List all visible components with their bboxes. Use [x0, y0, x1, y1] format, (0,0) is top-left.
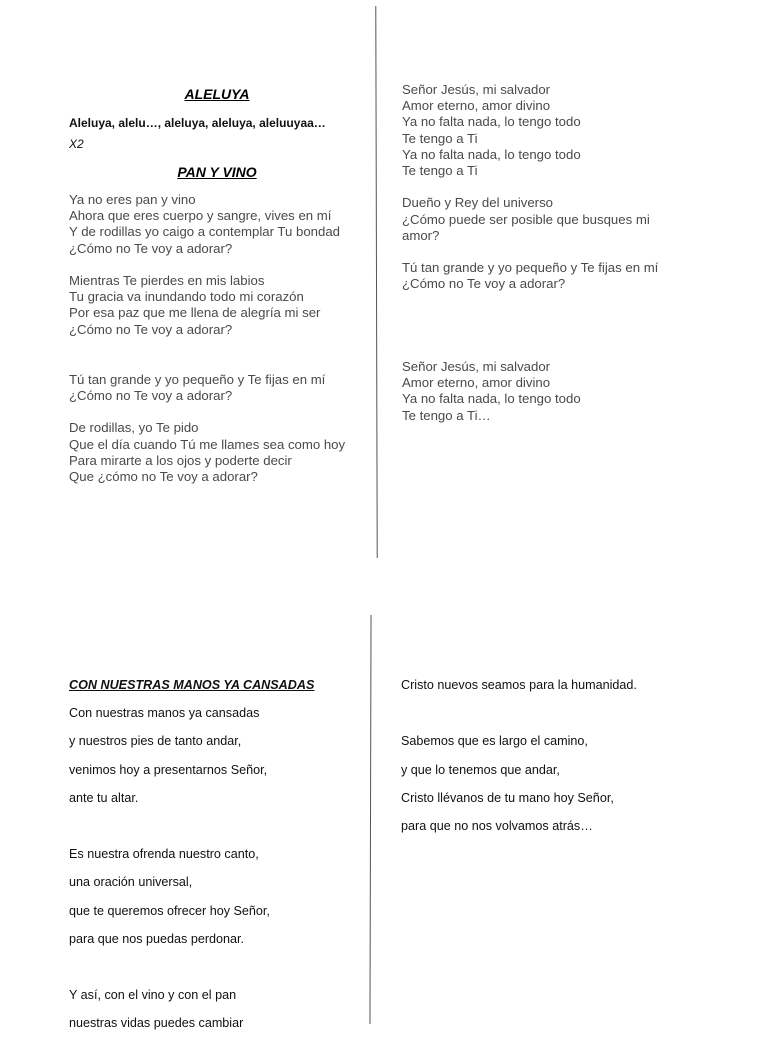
- lyric-line: Señor Jesús, mi salvador: [402, 359, 551, 374]
- lyric-line: Y así, con el vino y con el pan: [69, 988, 237, 1003]
- lyric-line: Te tengo a Ti…: [402, 407, 491, 423]
- lyric-line: Sabemos que es largo el camino,: [401, 734, 588, 749]
- lyric-line: Dueño y Rey del universo: [402, 195, 554, 211]
- lyric-line: Ya no falta nada, lo tengo todo: [402, 114, 581, 130]
- lyric-line: y que lo tenemos que andar,: [401, 762, 560, 777]
- lyric-line: ¿Cómo no Te voy a adorar?: [402, 276, 566, 292]
- lyric-line: Por esa paz que me llena de alegría mi ser: [69, 305, 321, 321]
- lyric-line: Tú tan grande y yo pequeño y Te fijas en mí: [402, 260, 659, 276]
- lyric-line: Ya no falta nada, lo tengo todo: [402, 146, 581, 162]
- lyric-line: Ya no falta nada, lo tengo todo: [402, 391, 581, 407]
- lyric-line: Ahora que eres cuerpo y sangre, vives en mí: [69, 208, 332, 224]
- lyric-line: Te tengo a Ti: [402, 130, 478, 146]
- lyric-line: Ya no eres pan y vino: [69, 192, 196, 207]
- lyric-line: una oración universal,: [69, 875, 193, 890]
- lyric-line: para que nos puedas perdonar.: [69, 931, 245, 946]
- lyric-line: Cristo llévanos de tu mano hoy Señor,: [401, 790, 614, 805]
- lyric-line: Cristo nuevos seamos para la humanidad.: [401, 678, 637, 692]
- page1-column-divider: [375, 6, 377, 558]
- lyric-line: Te tengo a Ti: [402, 162, 478, 178]
- lyric-line: Amor eterno, amor divino: [402, 375, 551, 391]
- lyric-line: para que no nos volvamos atrás…: [401, 818, 593, 833]
- lyric-line: Amor eterno, amor divino: [402, 98, 551, 114]
- aleluya-title: ALELUYA: [184, 86, 250, 102]
- lyric-line: y nuestros pies de tanto andar,: [69, 734, 242, 749]
- lyric-line: Es nuestra ofrenda nuestro canto,: [69, 847, 259, 862]
- lyric-line: Señor Jesús, mi salvador: [402, 82, 551, 97]
- lyric-line: Tú tan grande y yo pequeño y Te fijas en mí: [69, 371, 326, 387]
- page2-left-lyrics: [69, 678, 314, 1044]
- page2-column-divider: [369, 615, 371, 1024]
- page1-right-lyrics-end: [402, 359, 581, 424]
- con-nuestras-manos-title: CON NUESTRAS MANOS YA CANSADAS: [69, 678, 315, 692]
- lyric-line: ¿Cómo puede ser posible que busques mi: [402, 211, 650, 227]
- lyric-line: ¿Cómo no Te voy a adorar?: [69, 388, 233, 404]
- lyric-line: Y de rodillas yo caigo a contemplar Tu bondad: [69, 224, 341, 240]
- page2-right-lyrics: [401, 678, 637, 847]
- lyric-line: Mientras Te pierdes en mis labios: [69, 272, 265, 288]
- lyric-line: ¿Cómo no Te voy a adorar?: [69, 240, 233, 256]
- lyric-line: Para mirarte a los ojos y poderte decir: [69, 452, 292, 468]
- pan-y-vino-lyrics: [69, 192, 345, 485]
- lyric-line: ¿Cómo no Te voy a adorar?: [69, 321, 233, 337]
- lyric-line: Tu gracia va inundando todo mi corazón: [69, 289, 304, 305]
- pan-y-vino-title: PAN Y VINO: [177, 164, 257, 180]
- lyric-line: venimos hoy a presentarnos Señor,: [69, 762, 268, 777]
- lyric-line: amor?: [402, 227, 440, 243]
- lyric-line: nuestras vidas puedes cambiar: [69, 1016, 244, 1031]
- lyric-line: Con nuestras manos ya cansadas: [69, 706, 260, 721]
- lyric-line: Que el día cuando Tú me llames sea como hoy: [69, 436, 346, 452]
- aleluya-line: Aleluya, alelu…, aleluya, aleluya, aleluuyaa…: [69, 116, 326, 130]
- aleluya-repeat: X2: [69, 137, 84, 151]
- lyric-line: que te queremos ofrecer hoy Señor,: [69, 903, 270, 918]
- page1-right-lyrics: [402, 82, 658, 292]
- lyric-line: Que ¿cómo no Te voy a adorar?: [69, 469, 258, 484]
- lyric-line: De rodillas, yo Te pido: [69, 420, 199, 436]
- lyric-line: ante tu altar.: [69, 790, 139, 805]
